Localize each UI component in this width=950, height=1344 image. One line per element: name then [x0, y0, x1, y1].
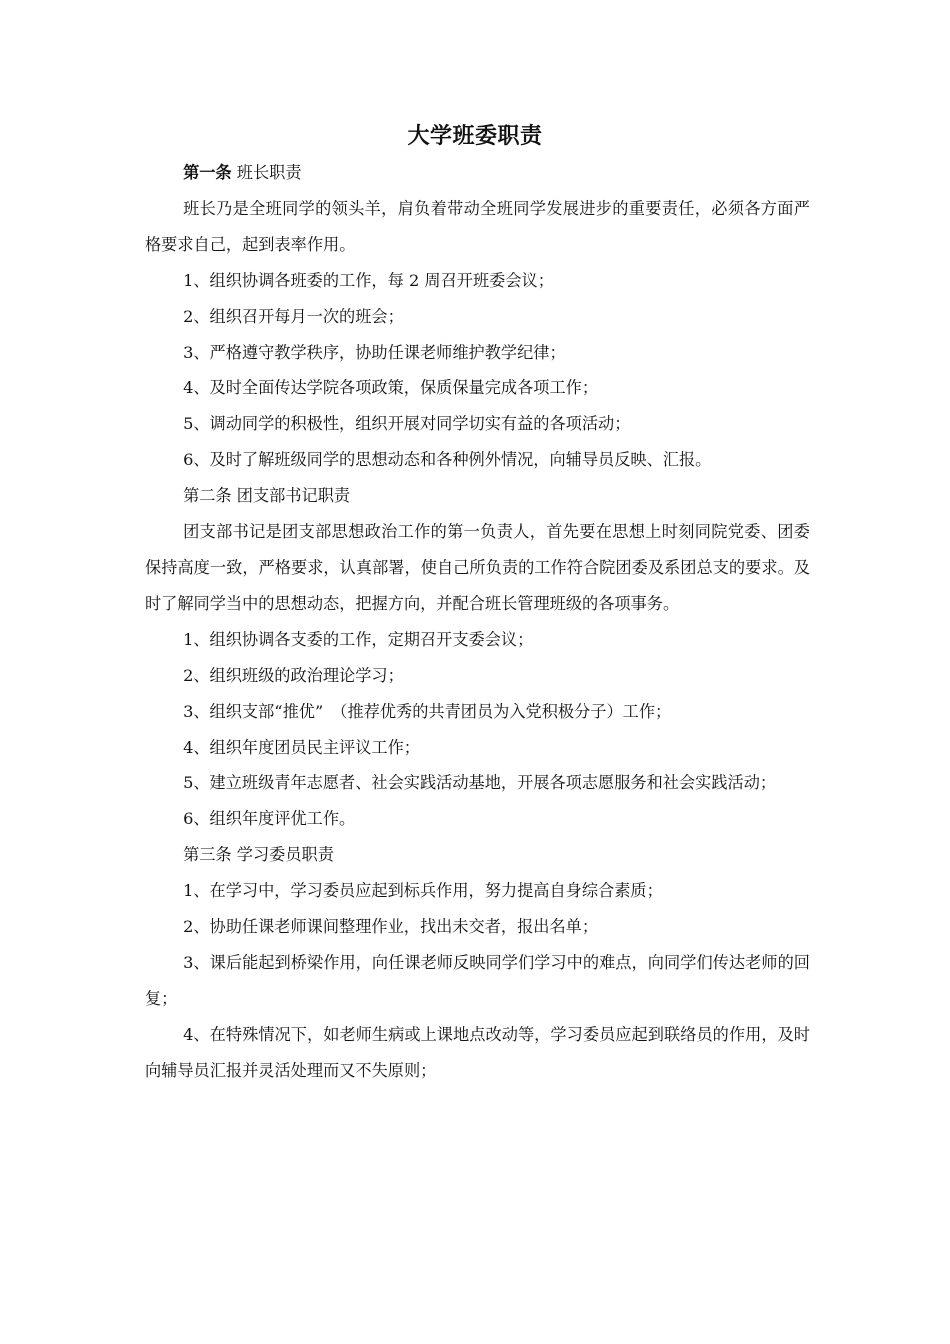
paragraph: 班长乃是全班同学的领头羊，肩负着带动全班同学发展进步的重要责任，必须各方面严格要求自己，起到表率作用。 [145, 198, 810, 254]
list-item: 3、严格遵守教学秩序，协助任课老师维护教学纪律； [183, 342, 566, 362]
list-item: 5、调动同学的积极性，组织开展对同学切实有益的各项活动； [183, 414, 631, 434]
paragraph: 团支部书记是团支部思想政治工作的第一负责人，首先要在思想上时刻同院党委、团委保持高度一致，严格要求，认真部署，使自己所负责的工作符合院团委及系团总支的要求。及时了解同学当中的思想动态，把握方向，并配合班长管理班级的各项事务。 [145, 522, 810, 613]
list-item: 1、组织协调各班委的工作，每 2 周召开班委会议； [183, 270, 554, 290]
section-number: 第一条 [183, 163, 232, 182]
document-title: 大学班委职责 [407, 124, 543, 149]
list-item: 5、建立班级青年志愿者、社会实践活动基地，开展各项志愿服务和社会实践活动； [183, 773, 777, 793]
list-item: 6、组织年度评优工作。 [183, 809, 356, 829]
section-heading [145, 837, 810, 873]
list-item: 3、组织支部“推优” （推荐优秀的共青团员为入党积极分子）工作； [183, 701, 672, 721]
section-number: 第二条 [183, 486, 232, 506]
list-item: 6、及时了解班级同学的思想动态和各种例外情况，向辅导员反映、汇报。 [183, 450, 712, 470]
list-item: 1、在学习中，学习委员应起到标兵作用，努力提高自身综合素质； [183, 881, 663, 901]
list-item: 2、协助任课老师课间整理作业，找出未交者，报出名单； [183, 917, 599, 937]
section-heading-text: 学习委员职责 [236, 845, 334, 865]
list-item: 4、在特殊情况下，如老师生病或上课地点改动等，学习委员应起到联络员的作用，及时向辅导员汇报并灵活处理而又不失原则； [145, 1024, 810, 1080]
document-body [145, 155, 810, 1089]
section-heading [145, 478, 810, 514]
list-item: 3、课后能起到桥梁作用，向任课老师反映同学们学习中的难点，向同学们传达老师的回复； [145, 952, 810, 1008]
section-heading [145, 155, 810, 191]
list-item: 4、组织年度团员民主评议工作； [183, 737, 420, 757]
list-item: 4、及时全面传达学院各项政策，保质保量完成各项工作； [183, 378, 599, 398]
list-item: 2、组织班级的政治理论学习； [183, 665, 404, 685]
section-number: 第三条 [183, 845, 232, 865]
section-heading-text: 班长职责 [236, 163, 302, 182]
list-item: 2、组织召开每月一次的班会； [183, 306, 404, 326]
list-item: 1、组织协调各支委的工作，定期召开支委会议； [183, 629, 534, 649]
section-heading-text: 团支部书记职责 [236, 486, 351, 506]
